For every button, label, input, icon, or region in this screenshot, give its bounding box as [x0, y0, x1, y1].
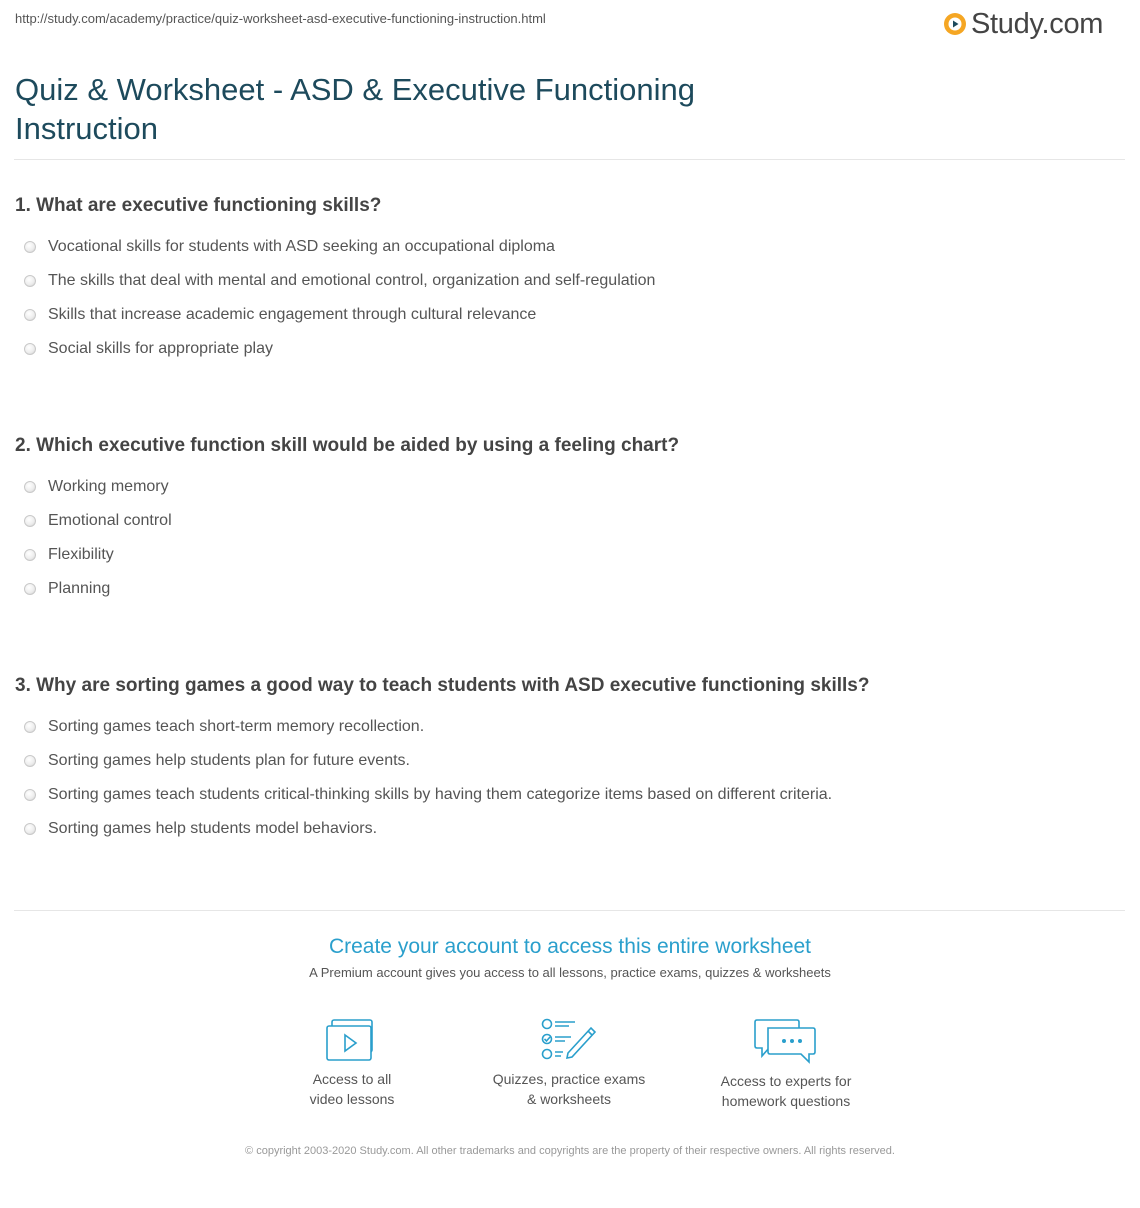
answer-label: Sorting games teach short-term memory recollection. [48, 718, 425, 735]
cta-subheading: A Premium account gives you access to all lessons, practice exams, quizzes & worksheets [309, 965, 831, 980]
page-url: http://study.com/academy/practice/quiz-worksheet-asd-executive-functioning-instruction.html [15, 11, 546, 26]
feature-video-lessons [272, 1018, 432, 1109]
feature-experts [706, 1018, 866, 1111]
answer-label: Skills that increase academic engagement through cultural relevance [48, 306, 537, 323]
answer-option[interactable] [15, 327, 1125, 371]
question-1 [15, 194, 1125, 371]
feature-label: Access to experts for homework questions [720, 1073, 852, 1109]
video-lessons-icon [326, 1018, 378, 1062]
radio-button[interactable] [24, 309, 36, 321]
divider [14, 159, 1125, 160]
question-text: 1. What are executive functioning skills? [15, 195, 382, 216]
logo-text: Study.com [971, 8, 1104, 40]
play-circle-icon [943, 12, 967, 36]
feature-quizzes [489, 1018, 649, 1109]
answer-label: Working memory [48, 478, 169, 495]
radio-button[interactable] [24, 343, 36, 355]
answer-option[interactable] [15, 567, 1125, 611]
radio-button[interactable] [24, 755, 36, 767]
quiz-checklist-icon [541, 1018, 597, 1062]
answer-label: Emotional control [48, 512, 172, 529]
feature-label: Access to all video lessons [309, 1071, 395, 1107]
question-text: 2. Which executive function skill would be aided by using a feeling chart? [15, 435, 680, 456]
radio-button[interactable] [24, 789, 36, 801]
answer-label: Sorting games help students plan for future events. [48, 752, 410, 769]
question-2 [15, 434, 1125, 611]
radio-button[interactable] [24, 275, 36, 287]
page-title [15, 70, 835, 148]
answer-label: The skills that deal with mental and emotional control, organization and self-regulation [48, 272, 656, 289]
copyright-footer: © copyright 2003-2020 Study.com. All other trademarks and copyrights are the property of their respective owners. All rights reserved. [245, 1145, 895, 1157]
radio-button[interactable] [24, 481, 36, 493]
divider [14, 910, 1125, 911]
answer-option[interactable] [15, 807, 1125, 851]
question-text: 3. Why are sorting games a good way to teach students with ASD executive functioning skills? [15, 675, 870, 696]
page-title-line-2: Instruction [15, 111, 159, 146]
answer-label: Vocational skills for students with ASD seeking an occupational diploma [48, 238, 555, 255]
study-logo[interactable] [943, 8, 1103, 40]
answer-label: Social skills for appropriate play [48, 340, 273, 357]
cta-heading-link[interactable]: Create your account to access this entire worksheet [328, 935, 812, 958]
radio-button[interactable] [24, 549, 36, 561]
answer-label: Planning [48, 580, 111, 597]
radio-button[interactable] [24, 823, 36, 835]
answer-label: Sorting games help students model behaviors. [48, 820, 378, 837]
radio-button[interactable] [24, 241, 36, 253]
chat-bubbles-icon [754, 1018, 818, 1064]
answer-label: Sorting games teach students critical-thinking skills by having them categorize items based on different criteria. [48, 786, 833, 803]
page-title-line-1: Quiz & Worksheet - ASD & Executive Functioning [15, 72, 696, 107]
answer-label: Flexibility [48, 546, 114, 563]
feature-label: Quizzes, practice exams & worksheets [492, 1071, 646, 1107]
radio-button[interactable] [24, 583, 36, 595]
radio-button[interactable] [24, 515, 36, 527]
signup-cta [0, 934, 1140, 980]
question-3 [15, 674, 1125, 851]
radio-button[interactable] [24, 721, 36, 733]
